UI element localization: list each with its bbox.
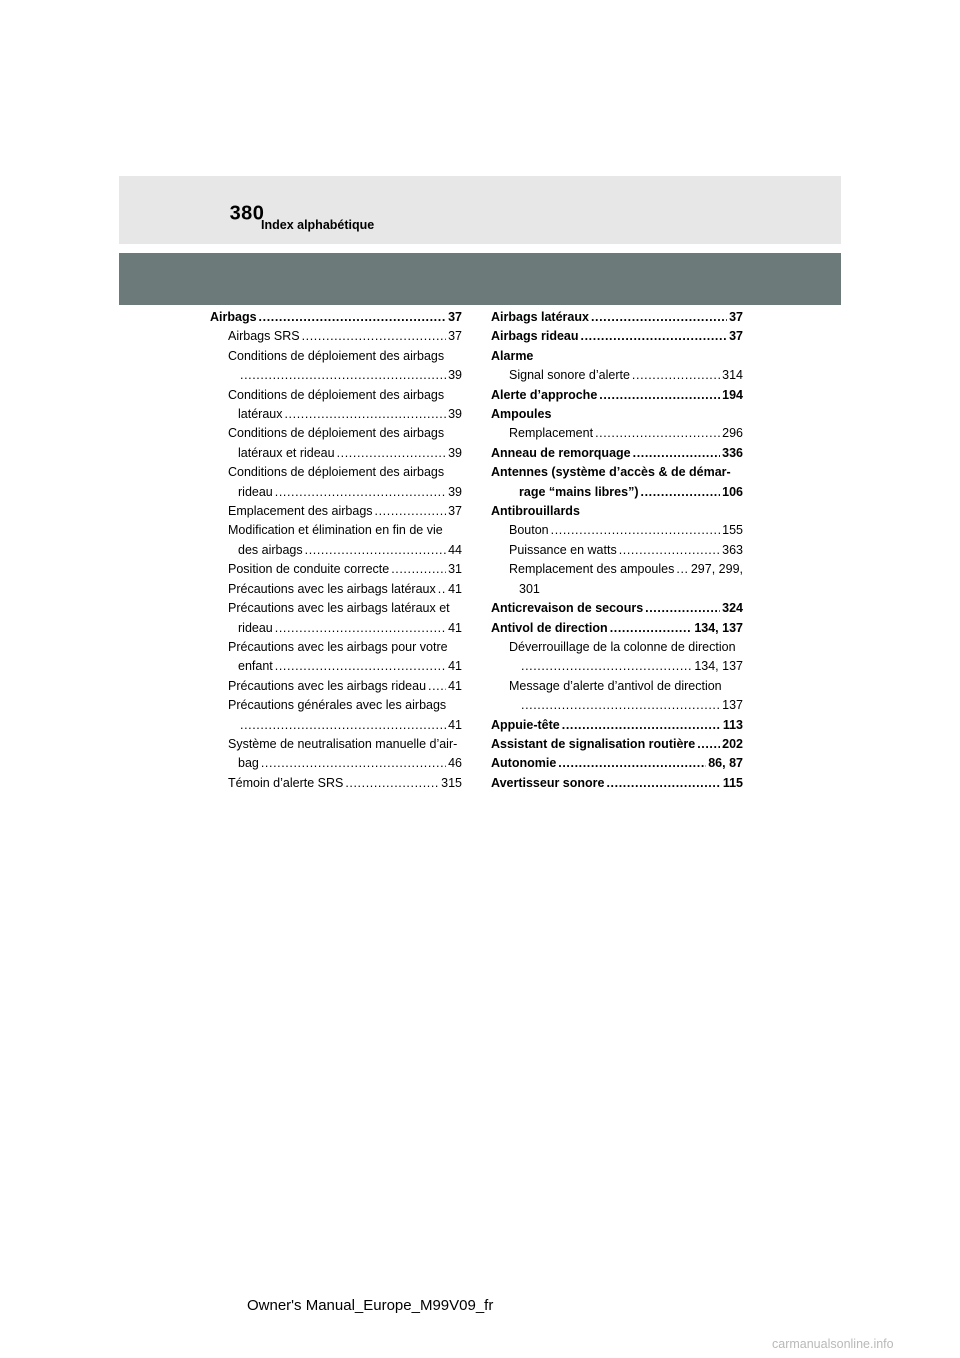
- page-reference[interactable]: 336: [722, 445, 743, 460]
- index-column-left: [210, 308, 462, 793]
- entry-text: des airbags: [238, 542, 303, 557]
- entry-text: Position de conduite correcte: [228, 562, 390, 577]
- entry-text: Antivol de direction: [491, 620, 608, 635]
- dot-leader: [345, 774, 439, 793]
- entry-text: rage “mains libres”): [519, 484, 639, 499]
- dot-leader: [275, 657, 446, 676]
- index-subentry: [210, 463, 462, 482]
- page-reference[interactable]: 46: [448, 756, 462, 771]
- entry-text: Modification et élimination en fin de vie: [228, 523, 443, 538]
- page-reference[interactable]: 314: [722, 368, 743, 383]
- page-reference[interactable]: 363: [722, 542, 743, 557]
- page-reference[interactable]: 37: [448, 310, 462, 324]
- index-subentry: [210, 386, 462, 405]
- entry-text: Précautions générales avec les airbags: [228, 698, 447, 713]
- page-reference[interactable]: 113: [722, 717, 743, 732]
- entry-text: Précautions avec les airbags latéraux et: [228, 601, 450, 616]
- page-reference[interactable]: 39: [448, 368, 462, 383]
- dot-leader: [284, 405, 446, 424]
- index-entry: [210, 308, 462, 327]
- index-subentry: [210, 444, 462, 463]
- index-column-right: [491, 308, 743, 793]
- dot-leader: [610, 619, 693, 638]
- index-entry: [491, 619, 743, 638]
- index-subentry: [210, 696, 462, 715]
- index-subentry: [210, 677, 462, 696]
- watermark: carmanualsonline.info: [772, 1337, 894, 1351]
- entry-text: 301: [519, 581, 540, 596]
- index-subentry: [491, 366, 743, 385]
- section-band: [119, 253, 841, 305]
- dot-leader: [581, 327, 728, 346]
- dot-leader: [641, 483, 721, 502]
- index-entry: [491, 405, 743, 424]
- entry-text: Conditions de déploiement des airbags: [228, 387, 445, 402]
- page-reference[interactable]: 194: [722, 387, 743, 402]
- entry-text: Assistant de signalisation routière: [491, 736, 696, 751]
- index-subentry: [210, 424, 462, 443]
- index-entry: [491, 735, 743, 754]
- entry-text: Airbags rideau: [491, 329, 579, 344]
- page-reference[interactable]: 37: [448, 329, 462, 344]
- index-entry: [491, 502, 743, 521]
- index-subentry: [210, 366, 462, 385]
- index-entry: [491, 327, 743, 346]
- index-subentry: [491, 424, 743, 443]
- dot-leader: [240, 716, 446, 735]
- index-subentry: [210, 599, 462, 618]
- page-title: Index alphabétique: [261, 218, 375, 232]
- entry-text: Alarme: [491, 348, 534, 363]
- entry-text: Témoin d’alerte SRS: [228, 775, 344, 790]
- entry-text: bag: [238, 756, 259, 771]
- entry-text: Conditions de déploiement des airbags: [228, 348, 445, 363]
- entry-text: rideau: [238, 620, 273, 635]
- index-subentry: [491, 541, 743, 560]
- index-subentry: [210, 521, 462, 540]
- index-subentry: [210, 754, 462, 773]
- dot-leader: [645, 599, 720, 618]
- index-entry: [491, 308, 743, 327]
- entry-text: Système de neutralisation manuelle d’air-: [228, 736, 458, 751]
- page-reference[interactable]: 315: [441, 775, 462, 790]
- page-reference[interactable]: 134, 137: [694, 659, 743, 674]
- page-reference[interactable]: 37: [729, 329, 743, 344]
- page-reference[interactable]: 41: [448, 678, 462, 693]
- dot-leader: [591, 308, 727, 327]
- dot-leader: [632, 366, 720, 385]
- page-reference[interactable]: 44: [448, 542, 462, 557]
- dot-leader: [633, 444, 721, 463]
- page-reference[interactable]: 37: [448, 504, 462, 519]
- page-reference[interactable]: 297, 299,: [690, 562, 743, 577]
- entry-text: Airbags SRS: [228, 329, 300, 344]
- entry-text: Airbags: [210, 310, 257, 324]
- index-entry: [491, 599, 743, 618]
- page-reference[interactable]: 39: [448, 445, 462, 460]
- dot-leader: [428, 677, 446, 696]
- page-reference[interactable]: 134, 137: [694, 620, 743, 635]
- dot-leader: [275, 619, 446, 638]
- dot-leader: [275, 483, 446, 502]
- index-subentry: [210, 657, 462, 676]
- index-subentry: [491, 638, 743, 657]
- page-reference[interactable]: 324: [722, 601, 743, 616]
- entry-text: Antibrouillards: [491, 504, 580, 519]
- dot-leader: [562, 716, 721, 735]
- dot-leader: [606, 774, 720, 793]
- page-reference[interactable]: 41: [448, 659, 462, 674]
- page-reference[interactable]: 202: [722, 736, 743, 751]
- page-reference[interactable]: 86, 87: [708, 756, 743, 771]
- header-band: [119, 176, 841, 244]
- index-subentry: [491, 677, 743, 696]
- dot-leader: [521, 696, 720, 715]
- entry-text: Remplacement des ampoules: [509, 562, 675, 577]
- dot-leader: [599, 386, 720, 405]
- entry-text: Anticrevaison de secours: [491, 601, 644, 616]
- page-reference[interactable]: 37: [729, 310, 743, 324]
- index-entry: [491, 386, 743, 405]
- entry-text: Appuie-tête: [491, 717, 560, 732]
- page-reference[interactable]: 296: [722, 426, 743, 441]
- page-reference[interactable]: 41: [448, 620, 462, 635]
- index-subentry: [210, 347, 462, 366]
- index-subentry: [491, 657, 743, 676]
- index-entry: [491, 483, 743, 502]
- index-subentry: [491, 560, 743, 579]
- page-reference[interactable]: 41: [448, 581, 462, 596]
- index-subentry: [210, 638, 462, 657]
- page-reference[interactable]: 137: [722, 698, 743, 713]
- index-entry: [491, 716, 743, 735]
- dot-leader: [302, 327, 447, 346]
- page-reference[interactable]: 106: [722, 484, 743, 499]
- entry-text: Conditions de déploiement des airbags: [228, 465, 445, 480]
- entry-text: Anneau de remorquage: [491, 445, 631, 460]
- index-subentry: [491, 696, 743, 715]
- entry-text: Signal sonore d’alerte: [509, 368, 630, 383]
- entry-text: Airbags latéraux: [491, 310, 589, 324]
- page-reference[interactable]: 31: [448, 562, 462, 577]
- page-reference[interactable]: 115: [722, 775, 743, 790]
- index-entry: [491, 463, 743, 482]
- page-reference[interactable]: 41: [448, 717, 462, 732]
- entry-text: Emplacement des airbags: [228, 504, 373, 519]
- dot-leader: [391, 560, 446, 579]
- entry-text: Avertisseur sonore: [491, 775, 605, 790]
- entry-text: Ampoules: [491, 407, 552, 422]
- index-subentry: [491, 580, 743, 599]
- page-reference[interactable]: 155: [722, 523, 743, 538]
- dot-leader: [521, 657, 692, 676]
- entry-text: Précautions avec les airbags latéraux: [228, 581, 436, 596]
- index-subentry: [210, 774, 462, 793]
- entry-text: Précautions avec les airbags pour votre: [228, 639, 448, 654]
- dot-leader: [375, 502, 447, 521]
- entry-text: Remplacement: [509, 426, 594, 441]
- dot-leader: [438, 580, 446, 599]
- index-entry: [491, 754, 743, 773]
- entry-text: Antennes (système d’accès & de démar-: [491, 465, 731, 480]
- index-subentry: [210, 716, 462, 735]
- dot-leader: [619, 541, 720, 560]
- footer-text: Owner's Manual_Europe_M99V09_fr: [247, 1297, 494, 1314]
- dot-leader: [261, 754, 446, 773]
- page-number: 380: [229, 202, 265, 225]
- dot-leader: [558, 754, 706, 773]
- index-entry: [491, 774, 743, 793]
- dot-leader: [337, 444, 447, 463]
- index-subentry: [210, 483, 462, 502]
- index-subentry: [210, 735, 462, 754]
- dot-leader: [240, 366, 446, 385]
- entry-text: latéraux: [238, 407, 283, 422]
- entry-text: rideau: [238, 484, 273, 499]
- index-subentry: [210, 580, 462, 599]
- entry-text: latéraux et rideau: [238, 445, 335, 460]
- dot-leader: [259, 308, 447, 327]
- index-entry: [491, 444, 743, 463]
- dot-leader: [595, 424, 720, 443]
- entry-text: Puissance en watts: [509, 542, 617, 557]
- entry-text: Alerte d’approche: [491, 387, 598, 402]
- index-subentry: [210, 541, 462, 560]
- entry-text: enfant: [238, 659, 273, 674]
- index-subentry: [210, 502, 462, 521]
- page-reference[interactable]: 39: [448, 407, 462, 422]
- dot-leader: [676, 560, 688, 579]
- entry-text: Autonomie: [491, 756, 557, 771]
- entry-text: Conditions de déploiement des airbags: [228, 426, 445, 441]
- page-reference[interactable]: 39: [448, 484, 462, 499]
- index-subentry: [210, 560, 462, 579]
- entry-text: Déverrouillage de la colonne de direction: [509, 639, 736, 654]
- index-entry: [491, 347, 743, 366]
- entry-text: Bouton: [509, 523, 549, 538]
- dot-leader: [305, 541, 446, 560]
- index-subentry: [210, 619, 462, 638]
- entry-text: Message d’alerte d’antivol de direction: [509, 678, 722, 693]
- dot-leader: [697, 735, 720, 754]
- index-subentry: [210, 327, 462, 346]
- dot-leader: [551, 521, 721, 540]
- entry-text: Précautions avec les airbags rideau: [228, 678, 427, 693]
- index-subentry: [491, 521, 743, 540]
- index-subentry: [210, 405, 462, 424]
